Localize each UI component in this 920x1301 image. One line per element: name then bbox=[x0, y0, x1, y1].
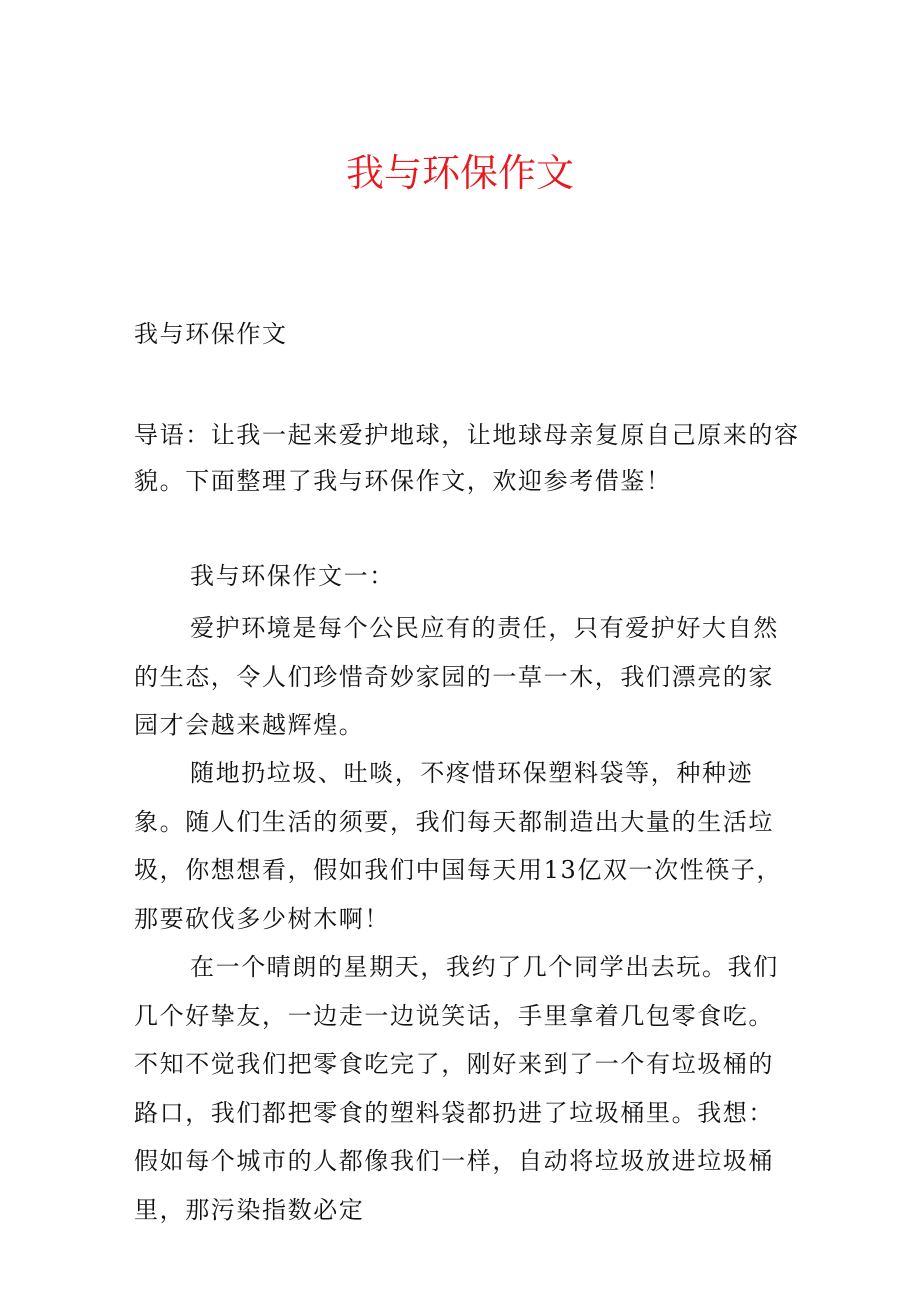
section-heading: 我与环保作文一： bbox=[190, 562, 395, 590]
body-paragraph-3: 在一个晴朗的星期天，我约了几个同学出去玩。我们几个好挚友，一边走一边说笑话，手里拿着几包零食吃。不知不觉我们把零食吃完了，刚好来到了一个有垃圾桶的路口，我们都把零食的塑料袋都扔进了垃圾桶里。我想：假如每个城市的人都像我们一样，自动将垃圾放进垃圾桶里，那污染指数必定 bbox=[134, 953, 779, 1224]
document-title: 我与环保作文 bbox=[345, 151, 574, 195]
body-paragraph-2: 随地扔垃圾、吐啖，不疼惜环保塑料袋等，种种迹象。随人们生活的须要，我们每天都制造出大量的生活垃圾，你想想看，假如我们中国每天用13亿双一次性筷子，那要砍伐多少树木啊！ bbox=[134, 759, 783, 933]
body-paragraph-1: 爱护环境是每个公民应有的责任，只有爱护好大自然的生态，令人们珍惜奇妙家园的一草一木，我们漂亮的家园才会越来越辉煌。 bbox=[134, 614, 779, 739]
document-subtitle: 我与环保作文 bbox=[134, 320, 288, 348]
intro-paragraph: 导语：让我一起来爱护地球，让地球母亲复原自己原来的容貌。下面整理了我与环保作文，欢迎参考借鉴！ bbox=[134, 421, 800, 495]
